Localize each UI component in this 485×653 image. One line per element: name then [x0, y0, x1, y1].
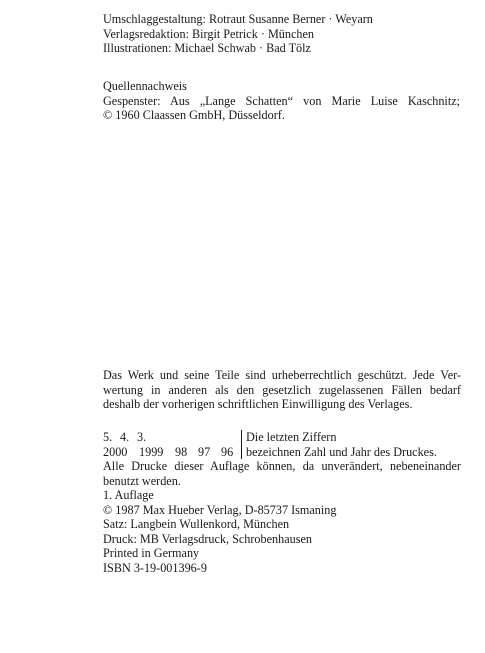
printing-credit: Druck: MB Verlagsdruck, Schrobenhausen: [103, 531, 312, 546]
sources-block: [103, 79, 463, 123]
sources-line-2: © 1960 Claassen GmbH, Düsseldorf.: [103, 108, 285, 122]
printed-in: Printed in Germany: [103, 546, 200, 560]
print-years: [103, 445, 233, 460]
print-run-row: [103, 430, 463, 445]
print-number: 4.: [120, 430, 130, 444]
copyright-notice: [103, 368, 463, 412]
print-years-row: [103, 445, 463, 460]
sources-line-1: Gespenster: Aus „Lange Schatten“ von Marie Luise Kaschnitz;: [103, 93, 460, 108]
editing-credit: Verlagsredaktion: Birgit Petrick · München: [103, 26, 314, 41]
print-number: 3.: [137, 430, 147, 444]
print-year: 2000: [103, 444, 128, 459]
print-number: 5.: [103, 430, 113, 444]
copyright-notice-line-3: deshalb der vorherigen schriftlichen Einwilligung des Verlages.: [103, 397, 413, 411]
digits-note-line-2: bezeichnen Zahl und Jahr des Druckes.: [241, 445, 437, 460]
illustrations-credit: Illustrationen: Michael Schwab · Bad Tölz: [103, 41, 311, 55]
imprint-block: [103, 430, 463, 575]
isbn: ISBN 3-19-001396-9: [103, 560, 207, 575]
print-year: 1999: [139, 444, 164, 459]
sources-heading: Quellennachweis: [103, 79, 187, 93]
digits-note-line-1: Die letzten Ziffern: [241, 430, 336, 445]
edition-note-line-1: Alle Drucke dieser Auflage können, da unverändert, nebeneinander: [103, 459, 461, 473]
edition-note-line-2: benutzt werden.: [103, 473, 181, 488]
copyright-notice-line-2: wertung in anderen als den gesetzlich zugelassenen Fällen bedarf: [103, 382, 461, 397]
print-numbers: [103, 430, 146, 445]
publisher-copyright: © 1987 Max Hueber Verlag, D-85737 Ismaning: [103, 502, 337, 517]
credits-block: [103, 12, 463, 56]
cover-design-credit: Umschlaggestaltung: Rotraut Susanne Berner · Weyarn: [103, 12, 373, 26]
print-year: 98: [175, 444, 188, 459]
edition: 1. Auflage: [103, 488, 154, 502]
copyright-notice-line-1: Das Werk und seine Teile sind urheberrechtlich geschützt. Jede Ver-: [103, 368, 461, 382]
print-year: 96: [221, 444, 234, 459]
typesetting-credit: Satz: Langbein Wullenkord, München: [103, 517, 290, 531]
print-year: 97: [198, 444, 211, 459]
